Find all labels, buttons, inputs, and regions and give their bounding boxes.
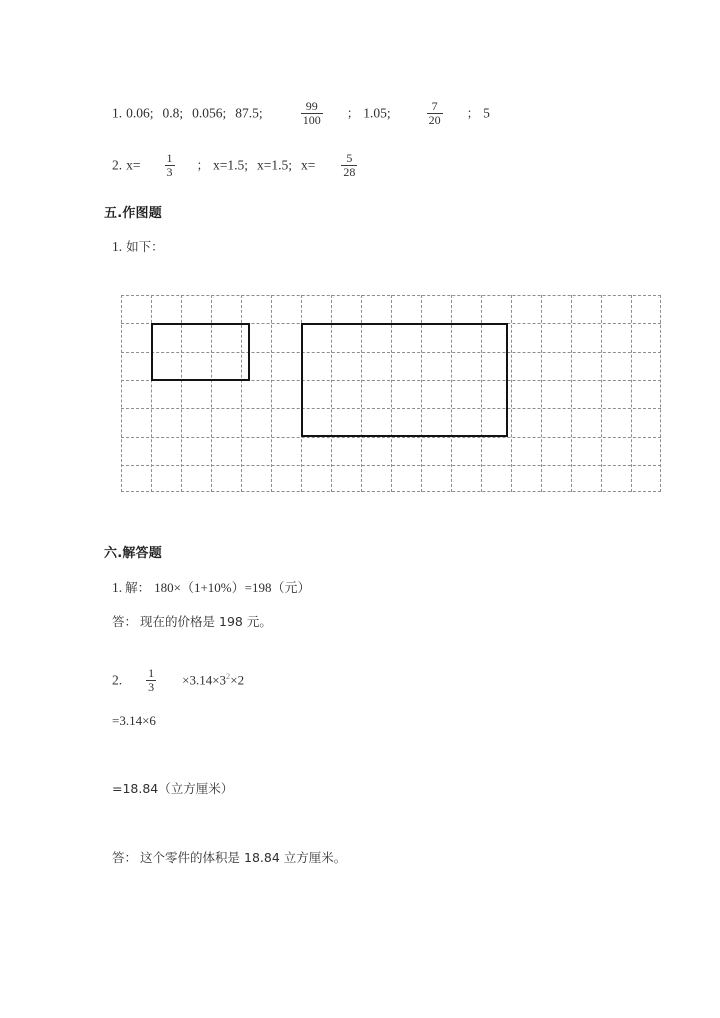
fraction-denominator: 3 xyxy=(148,679,155,694)
answer-item-1 xyxy=(112,100,490,127)
section-six-problem-2-answer xyxy=(112,851,346,865)
grid-line-vertical xyxy=(271,295,272,492)
grid-line-vertical xyxy=(660,295,661,492)
problem-2-exponent: 2 xyxy=(226,671,231,681)
answer-1-separator-1: ； xyxy=(346,105,360,121)
answer-1-value-1: 0.06; xyxy=(126,105,154,121)
fraction-numerator: 1 xyxy=(148,666,155,680)
fraction-denominator: 100 xyxy=(302,112,321,127)
grid-line-horizontal xyxy=(121,491,661,492)
answer-1-fraction-7-20 xyxy=(427,100,443,127)
grid-figure xyxy=(121,295,661,492)
answer-2-value-2: x=1.5; xyxy=(257,157,293,173)
fraction-numerator: 7 xyxy=(431,99,438,113)
section-five-item-1 xyxy=(112,240,164,254)
problem-2-answer-text: 这个零件的体积是 18.84 立方厘米。 xyxy=(140,850,347,865)
answer-1-separator-2: ； xyxy=(466,105,480,121)
fraction-numerator: 99 xyxy=(305,99,318,113)
grid-line-vertical xyxy=(631,295,632,492)
answer-1-value-4: 87.5; xyxy=(235,105,263,121)
answer-1-value-3: 0.056; xyxy=(192,105,227,121)
problem-1-answer-text: 现在的价格是 198 元。 xyxy=(140,614,272,629)
answer-item-2 xyxy=(112,152,359,179)
answer-2-label-1: x= xyxy=(126,157,141,173)
fraction-denominator: 28 xyxy=(343,164,356,179)
grid-line-horizontal xyxy=(121,437,661,438)
answer-1-fraction-99-100 xyxy=(301,100,323,127)
answer-item-2-index: 2. xyxy=(112,157,123,173)
small-rectangle xyxy=(151,323,250,381)
grid-line-vertical xyxy=(541,295,542,492)
section-six-problem-2-line-3: =18.84（立方厘米） xyxy=(112,781,234,796)
problem-2-label: 2. xyxy=(112,672,123,688)
problem-2-expression-head: ×3.14×3 xyxy=(182,672,227,688)
large-rectangle xyxy=(301,323,508,437)
grid-line-horizontal xyxy=(121,295,661,296)
answer-2-separator-1: ； xyxy=(196,157,210,173)
problem-1-label: 1. xyxy=(112,580,123,595)
answer-2-fraction-1-3 xyxy=(165,152,175,179)
answer-1-value-6: 5 xyxy=(483,105,490,121)
fraction-denominator: 20 xyxy=(428,112,441,127)
grid-line-horizontal xyxy=(121,465,661,466)
section-five-item-text: 如下： xyxy=(126,239,164,254)
section-heading-five: 五.作图题 xyxy=(104,206,162,221)
fraction-numerator: 1 xyxy=(166,151,173,165)
answer-2-value-1: x=1.5; xyxy=(213,157,249,173)
answer-item-1-index: 1. xyxy=(112,105,123,121)
grid-line-vertical xyxy=(601,295,602,492)
answer-2-label-2: x= xyxy=(301,157,316,173)
problem-2-fraction-1-3 xyxy=(146,667,156,694)
answer-2-fraction-5-28 xyxy=(341,152,357,179)
fraction-numerator: 5 xyxy=(346,151,353,165)
section-six-problem-2-line-1 xyxy=(112,667,244,694)
grid-line-vertical xyxy=(511,295,512,492)
section-heading-six: 六.解答题 xyxy=(104,546,162,561)
problem-1-answer-word: 答： xyxy=(112,614,138,629)
answer-1-value-2: 0.8; xyxy=(162,105,184,121)
problem-2-expression-tail: ×2 xyxy=(230,672,245,688)
answer-1-value-5: 1.05; xyxy=(363,105,391,121)
fraction-denominator: 3 xyxy=(166,164,173,179)
section-five-item-label: 1. xyxy=(112,239,123,254)
problem-2-answer-word: 答： xyxy=(112,850,138,865)
section-six-problem-1-solution xyxy=(112,581,310,595)
problem-1-expression: 180×（1+10%）=198（元） xyxy=(154,580,311,595)
grid-line-vertical xyxy=(571,295,572,492)
section-six-problem-1-answer xyxy=(112,615,272,629)
problem-1-solve-word: 解： xyxy=(125,580,151,595)
grid-line-vertical xyxy=(121,295,122,492)
section-six-problem-2-line-2: =3.14×6 xyxy=(112,713,156,728)
